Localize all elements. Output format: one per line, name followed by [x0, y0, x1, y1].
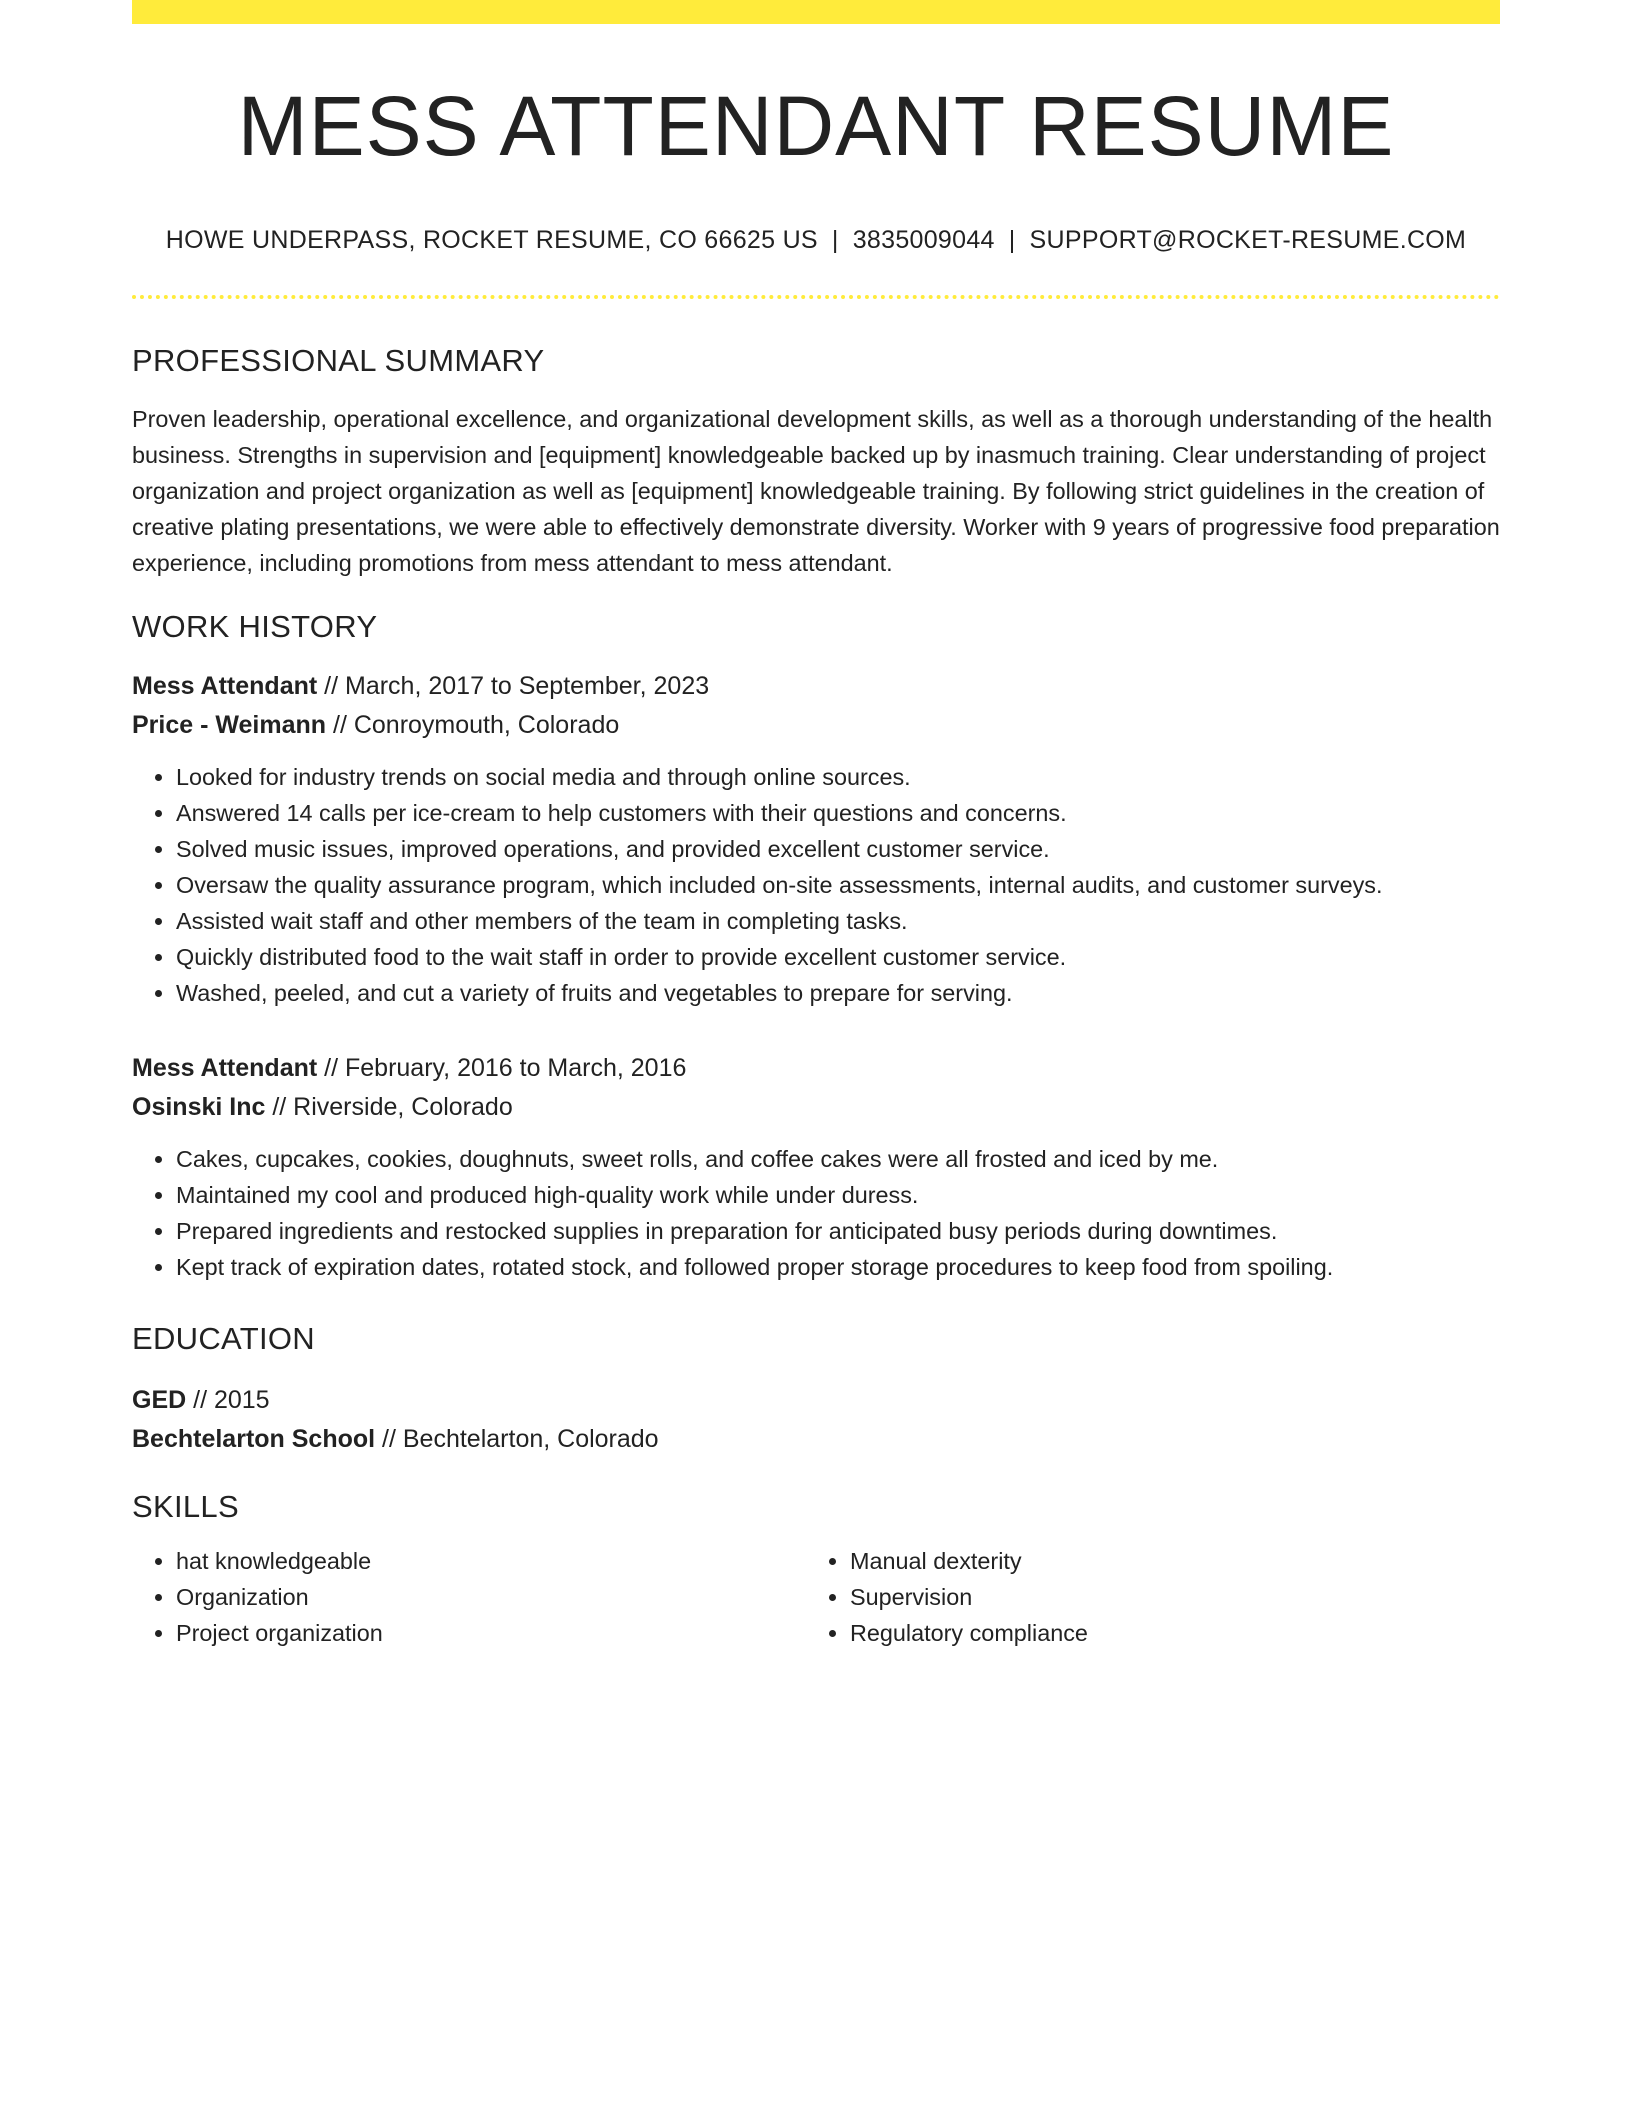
job-title: Mess Attendant — [132, 1054, 318, 1083]
job-location: // Conroymouth, Colorado — [326, 711, 620, 740]
skills-column-left — [132, 1543, 806, 1651]
education-school: Bechtelarton School — [132, 1425, 376, 1454]
education-school-line — [132, 1420, 1500, 1459]
skill-item: • Supervision — [850, 1579, 1500, 1615]
job-title-line — [132, 667, 1500, 706]
education-year: // 2015 — [186, 1386, 270, 1415]
summary-text: Proven leadership, operational excellence, and organizational development skills, as well as a thorough understanding of the health business. Strengths in supervision and [equipment] knowledgeable backed up by inasmuch training. Clear understanding of project organization and project organization as well as [equipment] knowledgeable training. By following strict guidelines in the creation of creative plating presentations, we were able to effectively demonstrate diversity. Worker with 9 years of progressive food preparation experience, including promotions from mess attendant to mess attendant. — [132, 406, 1500, 577]
contact-address: HOWE UNDERPASS, ROCKET RESUME, CO 66625 US — [165, 226, 818, 255]
job-bullet: • Kept track of expiration dates, rotated stock, and followed proper storage procedures to keep food from spoiling. — [176, 1249, 1500, 1285]
skill-item: • Organization — [176, 1579, 806, 1615]
job-bullet: • Solved music issues, improved operations, and provided excellent customer service. — [176, 831, 1500, 867]
skill-item: • Project organization — [176, 1615, 806, 1651]
job-bullet: • Assisted wait staff and other members of the team in completing tasks. — [176, 903, 1500, 939]
resume-page — [132, 0, 1500, 1651]
skill-item: • Manual dexterity — [850, 1543, 1500, 1579]
education-degree-line — [132, 1381, 1500, 1420]
dotted-divider — [132, 295, 1500, 299]
contact-separator: | — [831, 226, 839, 255]
job-company-line — [132, 706, 1500, 745]
contact-line — [132, 226, 1500, 255]
job-location: // Riverside, Colorado — [265, 1093, 513, 1122]
education-degree: GED — [132, 1386, 187, 1415]
contact-phone: 3835009044 — [852, 226, 995, 255]
skill-item: • hat knowledgeable — [176, 1543, 806, 1579]
job-bullet: • Prepared ingredients and restocked supplies in preparation for anticipated busy periods during downtimes. — [176, 1213, 1500, 1249]
job-bullet: • Answered 14 calls per ice-cream to help customers with their questions and concerns. — [176, 795, 1500, 831]
job-dates: // March, 2017 to September, 2023 — [317, 672, 710, 701]
education-entry — [132, 1381, 1500, 1459]
job-bullet: • Oversaw the quality assurance program, which included on-site assessments, internal audits, and customer surveys. — [176, 867, 1500, 903]
job-bullet: • Washed, peeled, and cut a variety of fruits and vegetables to prepare for serving. — [176, 975, 1500, 1011]
education-heading: EDUCATION — [132, 1321, 315, 1357]
contact-email: SUPPORT@ROCKET-RESUME.COM — [1029, 226, 1467, 255]
job-bullet: • Cakes, cupcakes, cookies, doughnuts, sweet rolls, and coffee cakes were all frosted and iced by me. — [176, 1141, 1500, 1177]
skills-heading: SKILLS — [132, 1489, 239, 1525]
job-bullets — [132, 759, 1500, 1011]
summary-heading: PROFESSIONAL SUMMARY — [132, 343, 545, 379]
job-bullet: • Quickly distributed food to the wait staff in order to provide excellent customer service. — [176, 939, 1500, 975]
job-company: Osinski Inc — [132, 1093, 266, 1122]
resume-title: MESS ATTENDANT RESUME — [237, 79, 1395, 173]
job-title-line — [132, 1049, 1500, 1088]
job-dates: // February, 2016 to March, 2016 — [317, 1054, 687, 1083]
job-bullet: • Looked for industry trends on social media and through online sources. — [176, 759, 1500, 795]
job-bullets — [132, 1141, 1500, 1285]
job-title: Mess Attendant — [132, 672, 318, 701]
job-entry — [132, 667, 1500, 1011]
accent-top-bar — [132, 0, 1500, 24]
skills-column-right — [806, 1543, 1500, 1651]
work-history-heading: WORK HISTORY — [132, 609, 378, 645]
skills-list — [132, 1543, 1500, 1651]
skill-item: • Regulatory compliance — [850, 1615, 1500, 1651]
education-location: // Bechtelarton, Colorado — [375, 1425, 659, 1454]
job-entry — [132, 1049, 1500, 1285]
job-bullet: • Maintained my cool and produced high-quality work while under duress. — [176, 1177, 1500, 1213]
job-company-line — [132, 1088, 1500, 1127]
job-company: Price - Weimann — [132, 711, 327, 740]
contact-separator: | — [1008, 226, 1016, 255]
